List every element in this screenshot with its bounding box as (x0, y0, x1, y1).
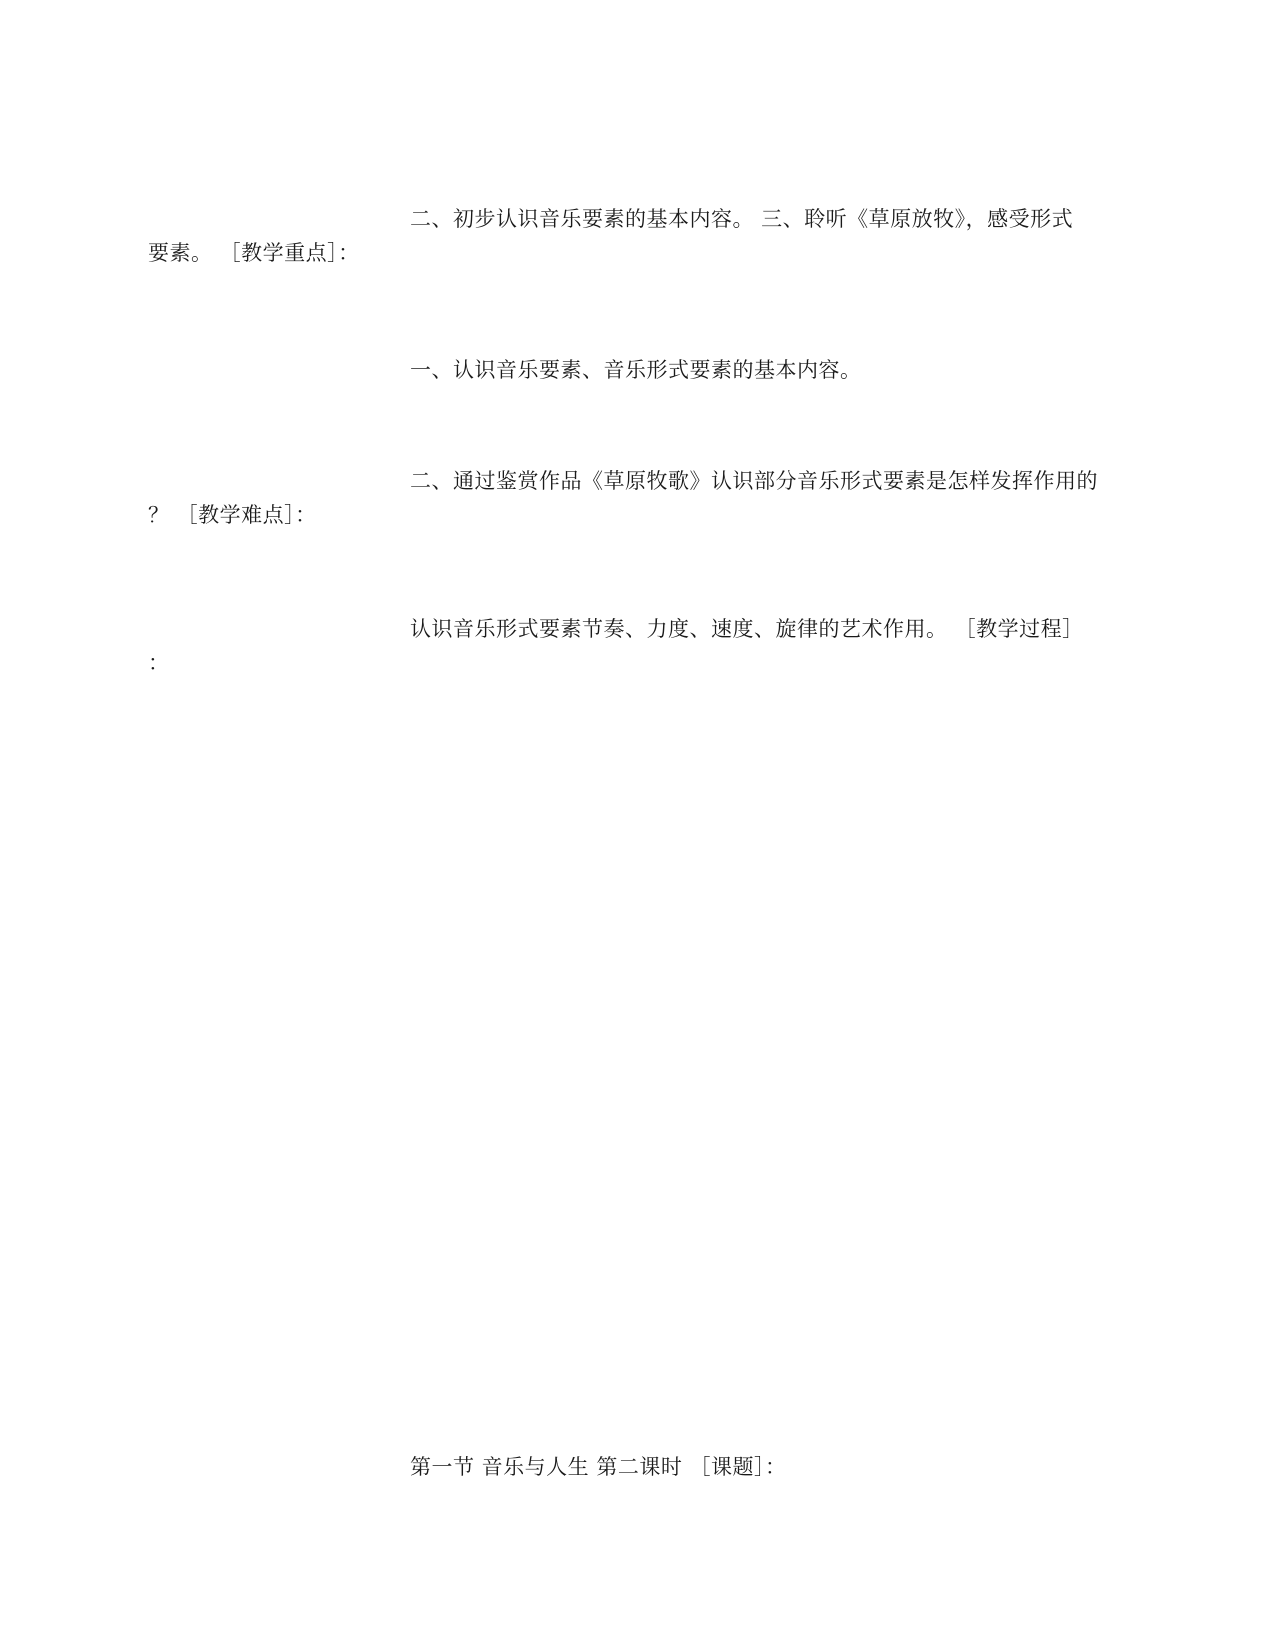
paragraph-key-point-1 (410, 353, 862, 387)
paragraph-line: 二、初步认识音乐要素的基本内容。 三、聆听《草原放牧》，感受形式 (410, 207, 1074, 231)
paragraph-lesson-title (410, 1450, 787, 1484)
paragraph-line: 一、认识音乐要素、音乐形式要素的基本内容。 (410, 358, 862, 382)
paragraph-line: 二、通过鉴赏作品《草原牧歌》认识部分音乐形式要素是怎样发挥作用的 (410, 469, 1098, 493)
paragraph-line: 第一节 音乐与人生 第二课时 ［课题］： (410, 1455, 787, 1479)
paragraph-difficulty (148, 612, 1084, 680)
paragraph-line: ： (148, 651, 170, 675)
paragraph-objectives-2-3 (148, 202, 1073, 270)
paragraph-key-point-2 (148, 464, 1098, 532)
paragraph-line: 认识音乐形式要素节奏、力度、速度、旋律的艺术作用。 ［教学过程］ (410, 617, 1084, 641)
paragraph-line: ？ ［教学难点］： (148, 503, 317, 527)
paragraph-line: 要素。 ［教学重点］： (148, 241, 360, 265)
